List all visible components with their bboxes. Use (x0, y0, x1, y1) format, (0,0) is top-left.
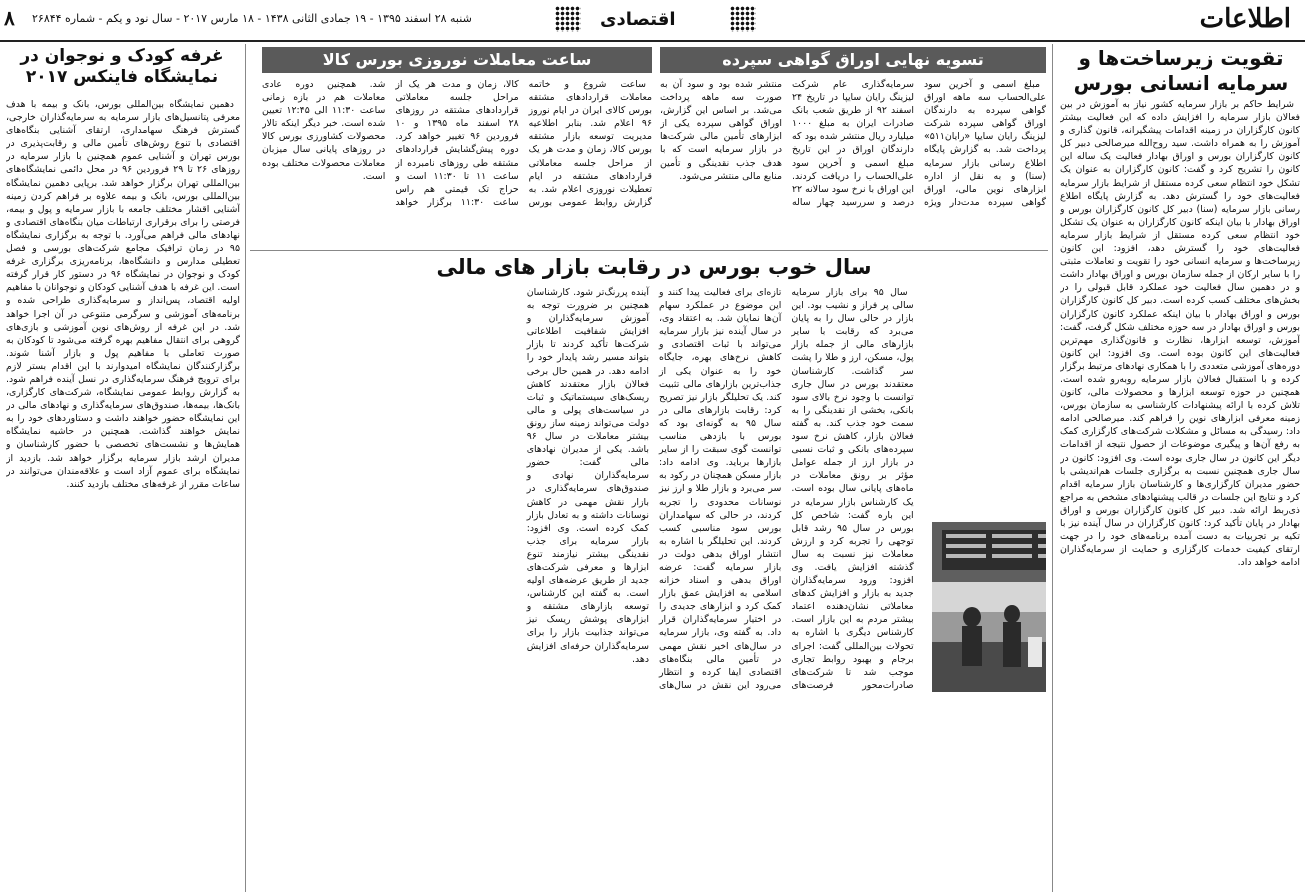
main-photo (932, 522, 1046, 692)
page-number: ۸ (4, 6, 15, 30)
main-article-title: سال خوب بورس در رقابت بازار های مالی (436, 255, 872, 279)
right-article-body (1060, 98, 1300, 888)
settlement-article-body (660, 78, 1046, 246)
section-title: اقتصادی (600, 9, 676, 30)
masthead-logo: اطلاعات (1199, 4, 1291, 34)
article-text: ساعت شروع و خاتمه معاملات قراردادهای مشتقه بورس کالای ایران در ایام نوروز ۹۶ اعلام شد. بنابر اطلاعیه مدیریت توسعه بازار مشتقه بورس کالا، زمان و مدت هر یک از مراحل جلسه معاملاتی قراردادهای مشتقه در ایام تعطیلات نوروزی اعلام شد. به گزارش روابط عمومی بورس کالا، زمان و مدت هر یک از مراحل جلسه معاملاتی قراردادهای مشتقه در روزهای ۲۸ اسفند ماه ۱۳۹۵ و ۱۰ فروردین ۹۶ تغییر خواهد کرد. دوره پیش‌گشایش قراردادهای مشتقه طی روزهای نامبرده از ساعت ۱۱ تا ۱۱:۳۰ است و حراج تک قیمتی هم راس ساعت ۱۱:۳۰ برگزار خواهد شد. همچنین دوره عادی معاملات هم در بازه زمانی ساعت ۱۱:۳۰ الی ۱۲:۴۵ تعیین شده است. خبر دیگر اینکه تالار محصولات کشاورزی بورس کالا در روزهای پایانی سال میزبان معاملات محصولات مختلف بوده است. (262, 79, 652, 208)
dotted-logo-icon (555, 6, 581, 32)
article-text: سال ۹۵ برای بازار سرمایه سالی پر فراز و نشیب بود. این بازار در حالی سال را به پایان می‌برد که رقابت با سایر بازارهای مالی از جمله بازار پول، مسکن، ارز و طلا را پشت سر گذاشت. کارشناسان معتقدند بورس در سال جاری توانست با وجود نرخ بالای سود بانکی، بخشی از نقدینگی را به سمت خود جذب کند. به گفته فعالان بازار، کاهش نرخ سود سپرده‌های بانکی و ثبات نسبی در بازار ارز از جمله عوامل مؤثر بر رونق معاملات در ماه‌های پایانی سال بوده است. یک کارشناس بازار سرمایه در این باره گفت: شاخص کل بورس در سال ۹۵ رشد قابل توجهی را تجربه کرد و ارزش معاملات نیز نسبت به سال گذشته افزایش یافت. وی افزود: ورود سرمایه‌گذاران جدید به بازار و افزایش کد‌های معاملاتی نشان‌دهنده اعتماد بیشتر مردم به این بازار است. کارشناس دیگری با اشاره به تحولات بین‌المللی گفت: اجرای برجام و بهبود روابط تجاری موجب شد تا شرکت‌های صادرات‌محور فرصت‌های تازه‌ای برای فعالیت پیدا کنند و این موضوع در عملکرد سهام آن‌ها نمایان شد. به اعتقاد وی، در سال آینده نیز بازار سرمایه می‌تواند با ثبات اقتصادی و کاهش نرخ‌های بهره، جایگاه خود را به عنوان یکی از جذاب‌ترین بازارهای مالی تثبیت کند. یک تحلیلگر بازار نیز تصریح کرد: رقابت بازارهای مالی در سال ۹۵ به گونه‌ای بود که بورس با بازدهی مناسب توانست گوی سبقت را از سایر بازارها برباید. وی ادامه داد: بازار مسکن همچنان در رکود به سر می‌برد و بازار طلا و ارز نیز نوسانات محدودی را تجربه کردند، در حالی که سهامداران بورس سود مناسبی کسب کردند. این تحلیلگر با اشاره به انتشار اوراق بدهی دولت در بازار سرمایه گفت: عرضه اوراق بدهی و اسناد خزانه اسلامی به افزایش عمق بازار کمک کرد و ابزارهای جدیدی را در اختیار سرمایه‌گذاران قرار داد. به گفته وی، بازار سرمایه در سال‌های اخیر نقش مهمی در تأمین مالی بنگاه‌های اقتصادی ایفا کرده و انتظار می‌رود این نقش در سال‌های آینده پررنگ‌تر شود. کارشناسان همچنین بر ضرورت توجه به آموزش سرمایه‌گذاران و افزایش شفافیت اطلاعاتی شرکت‌ها تأکید کردند تا بازار بتواند مسیر رشد پایدار خود را ادامه دهد. در همین حال برخی فعالان بازار معتقدند کاهش ریسک‌های سیستماتیک و ثبات در سیاست‌های پولی و مالی دولت می‌تواند زمینه ساز رونق بیشتر معاملات در سال ۹۶ باشد. یکی از مدیران نهادهای مالی گفت: حضور سرمایه‌گذاران نهادی و صندوق‌های سرمایه‌گذاری در بازار نقش مهمی در کاهش نوسانات داشته و به تعادل بازار کمک کرده است. وی افزود: بازار سرمایه برای جذب نقدینگی بیشتر نیازمند تنوع ابزارها و معرفی شرکت‌های جدید از طریق عرضه‌های اولیه است. به گفته این کارشناس، توسعه بازارهای مشتقه و ابزارهای پوشش ریسک نیز می‌تواند جذابیت بازار را برای سرمایه‌گذاران حرفه‌ای افزایش دهد. (526, 287, 914, 691)
nowruz-article-body (262, 78, 652, 246)
dateline: شنبه ۲۸ اسفند ۱۳۹۵ - ۱۹ جمادی الثانی ۱۴۳۸ - ۱۸ مارس ۲۰۱۷ - سال نود و یکم - شماره ۲۶۸۴۴ (32, 12, 472, 25)
column-rule (245, 44, 246, 892)
right-article-title: تقویت زیرساخت‌ها و سرمایه انسانی بورس (1073, 46, 1289, 95)
trading-floor-photo-icon (932, 522, 1046, 692)
left-article-body (6, 98, 240, 888)
column-rule (1052, 44, 1053, 892)
nowruz-article-title: ساعت معاملات نوروزی بورس کالا (262, 47, 652, 73)
dotted-logo-icon (730, 6, 756, 32)
page-header (0, 0, 1305, 42)
main-article-body (262, 286, 1046, 888)
settlement-article-title: تسویه نهایی اوراق گواهی سپرده (660, 47, 1046, 73)
article-text: مبلغ اسمی و آخرین سود علی‌الحساب سه ماهه اوراق گواهی سپرده به دارندگان اوراق گواهی سپرده شرکت لیزینگ رایان سایپا «رایان۵۱۱» پرداخت شد. به گزارش پایگاه اطلاع رسانی بازار سرمایه (سنا) و به نقل از اداره ابزارهای نوین مالی، اوراق گواهی سپرده مدت‌دار ویژه سرمایه‌گذاری عام شرکت لیزینگ رایان سایپا در تاریخ ۲۴ اسفند ۹۲ از طریق شعب بانک صادرات ایران به مبلغ ۱۰۰۰ میلیارد ریال منتشر شده بود که دارندگان اوراق در این تاریخ مبلغ اسمی و آخرین سود علی‌الحساب را دریافت کردند. این اوراق با نرخ سود سالانه ۲۲ درصد و سررسید چهار ساله منتشر شده بود و سود آن به صورت سه ماهه پرداخت می‌شد. بر اساس این گزارش، اوراق گواهی سپرده یکی از ابزارهای تأمین مالی شرکت‌ها در بازار سرمایه است که با هدف جذب نقدینگی و تأمین منابع مالی منتشر می‌شود. (660, 79, 1046, 208)
left-article-title: غرفه کودک و نوجوان در نمایشگاه فاینکس ۲۰۱۷ (20, 46, 224, 88)
article-text: شرایط حاکم بر بازار سرمایه کشور نیاز به آموزش در بین فعالان بازار سرمایه را افزایش داده که این فعالیت بیشتر کانون کارگزاران در زمینه اقدامات پیشگیرانه، قانون گذاری و آموزش را به همراه داشت. سید روح‌الله میرصالحی دبیر کل کانون کارگزاران بورس و اوراق بهادار فعالیت یک ساله این کانون را تشریح کرد و گفت: کانون کارگزاران به عنوان یک تشکل خود انتظام سعی کرده مستقل از شرایط بازار سرمایه فعالیت‌های خود را گسترش دهد. به گزارش پایگاه اطلاع رسانی بازار سرمایه (سنا) دبیر کل کانون کارگزاران بورس و اوراق بهادار با بیان اینکه کانون کارگزاران به عنوان یک تشکل خود انتظام سعی کرده مستقل از شرایط بازار سرمایه فعالیت‌های خود را گسترش دهد، افزود: این کانون زیرساخت‌ها و سرمایه انسانی خود را تقویت و تعاملات مثبتی را با سایر ارکان از جمله سازمان بورس و اوراق بهادار داشت و در دهمین سال فعالیت خود عملکرد قابل قبولی را در بخش‌های مختلف کسب کرده است. دبیر کل کانون کارگزاران بورس و اوراق بهادار با بیان اینکه عملکرد کانون کارگزاران بورس و اوراق بهادار در سه حوزه مختلف شکل گرفت، گفت: آموزش، توسعه ابزارها، نظارت و قانون‌گذاری مهم‌ترین فعالیت‌های این کانون بوده است. وی افزود: این کانون دوره‌های آموزشی متعددی را با همکاری نهادهای مرتبط برگزار کرده و با استقبال فعالان بازار سرمایه روبه‌رو شده است. همچنین در حوزه توسعه ابزارها و محصولات مالی، کانون تلاش کرده با ارائه پیشنهادات کارشناسی به سازمان بورس، زمینه معرفی ابزارهای نوین را فراهم کند. میرصالحی ادامه داد: رسیدگی به مسائل و مشکلات شرکت‌های کارگزاری کمک به رفع آن‌ها و پیگیری موضوعات از حصول نتیجه از اقدامات دیگر این کانون در سال جاری بوده است. وی افزود: کانون در سال جاری همچنین نسبت به برگزاری جلسات هم‌اندیشی با حضور مدیران کارگزاری‌ها و کارشناسان بازار سرمایه اقدام کرد و نتایج این جلسات در قالب پیشنهادهای مشخص به مراجع ذی‌ربط ارائه شد. دبیر کل کانون کارگزاران بورس و اوراق بهادار در پایان تأکید کرد: کانون کارگزاران در سال آینده نیز با تکیه بر تجربیات به دست آمده برنامه‌های خود را در جهت ارتقای کیفیت خدمات کارگزاری و حمایت از سرمایه‌گذاران ادامه خواهد داد. (1060, 99, 1300, 569)
article-text: دهمین نمایشگاه بین‌المللی بورس، بانک و بیمه با هدف معرفی پتانسیل‌های بازار سرمایه به سرمایه‌گذاران خارجی، گسترش فرهنگ سهامداری، ارتقای آشنایی بنگاه‌های اقتصادی با تنوع روش‌های تأمین مالی و رقابت‌پذیری در بورس تهران و آشنایی عموم همچنین با بازار سرمایه در روزهای ۲۶ تا ۲۹ فروردین ۹۶ در محل دائمی نمایشگاه‌های بین‌المللی تهران برگزار خواهد شد. برپایی دهمین نمایشگاه بین‌المللی بورس، بانک و بیمه علاوه بر فراهم کردن زمینه آشنایی اقشار مختلف جامعه با بازار سرمایه و پول و بیمه، فرصتی را برای برقراری ارتباطات میان بنگاه‌های اقتصادی و نهادهای مالی فراهم می‌آورد. با توجه به برگزاری نمایشگاه ۹۵ در زمان ترافیک مجامع شرکت‌های بورسی و فصل تعطیلی مدارس و دانشگاه‌ها، برنامه‌ریزی برگزاری غرفه کودک و نوجوان در نمایشگاه ۹۶ در دستور کار قرار گرفته است. این غرفه با هدف آشنایی کودکان و نوجوانان با مفاهیم اولیه اقتصاد، پس‌انداز و سرمایه‌گذاری طراحی شده و برنامه‌های آموزشی و سرگرمی متنوعی در آن اجرا خواهد شد. در این غرفه از روش‌های نوین آموزشی و بازی‌های گروهی برای انتقال مفاهیم بهره گرفته می‌شود تا کودکان به صورت تعاملی با مفاهیم پول و بازار آشنا شوند. برگزارکنندگان نمایشگاه امیدوارند با این اقدام بستر لازم برای ترویج فرهنگ سرمایه‌گذاری در نسل آینده فراهم شود. به گزارش روابط عمومی نمایشگاه، شرکت‌های کارگزاری، بانک‌ها، بیمه‌ها، صندوق‌های سرمایه‌گذاری و نهادهای مالی در این نمایشگاه حضور خواهند داشت و دستاوردهای خود را به نمایش خواهند گذاشت. همچنین در حاشیه نمایشگاه همایش‌ها و نشست‌های تخصصی با حضور کارشناسان و مدیران ارشد بازار سرمایه برگزار خواهد شد. بازدید از نمایشگاه برای عموم آزاد است و علاقه‌مندان می‌توانند در ساعات مقرر از غرفه‌های مختلف بازدید کنند. (6, 99, 240, 490)
section-rule (250, 250, 1048, 251)
